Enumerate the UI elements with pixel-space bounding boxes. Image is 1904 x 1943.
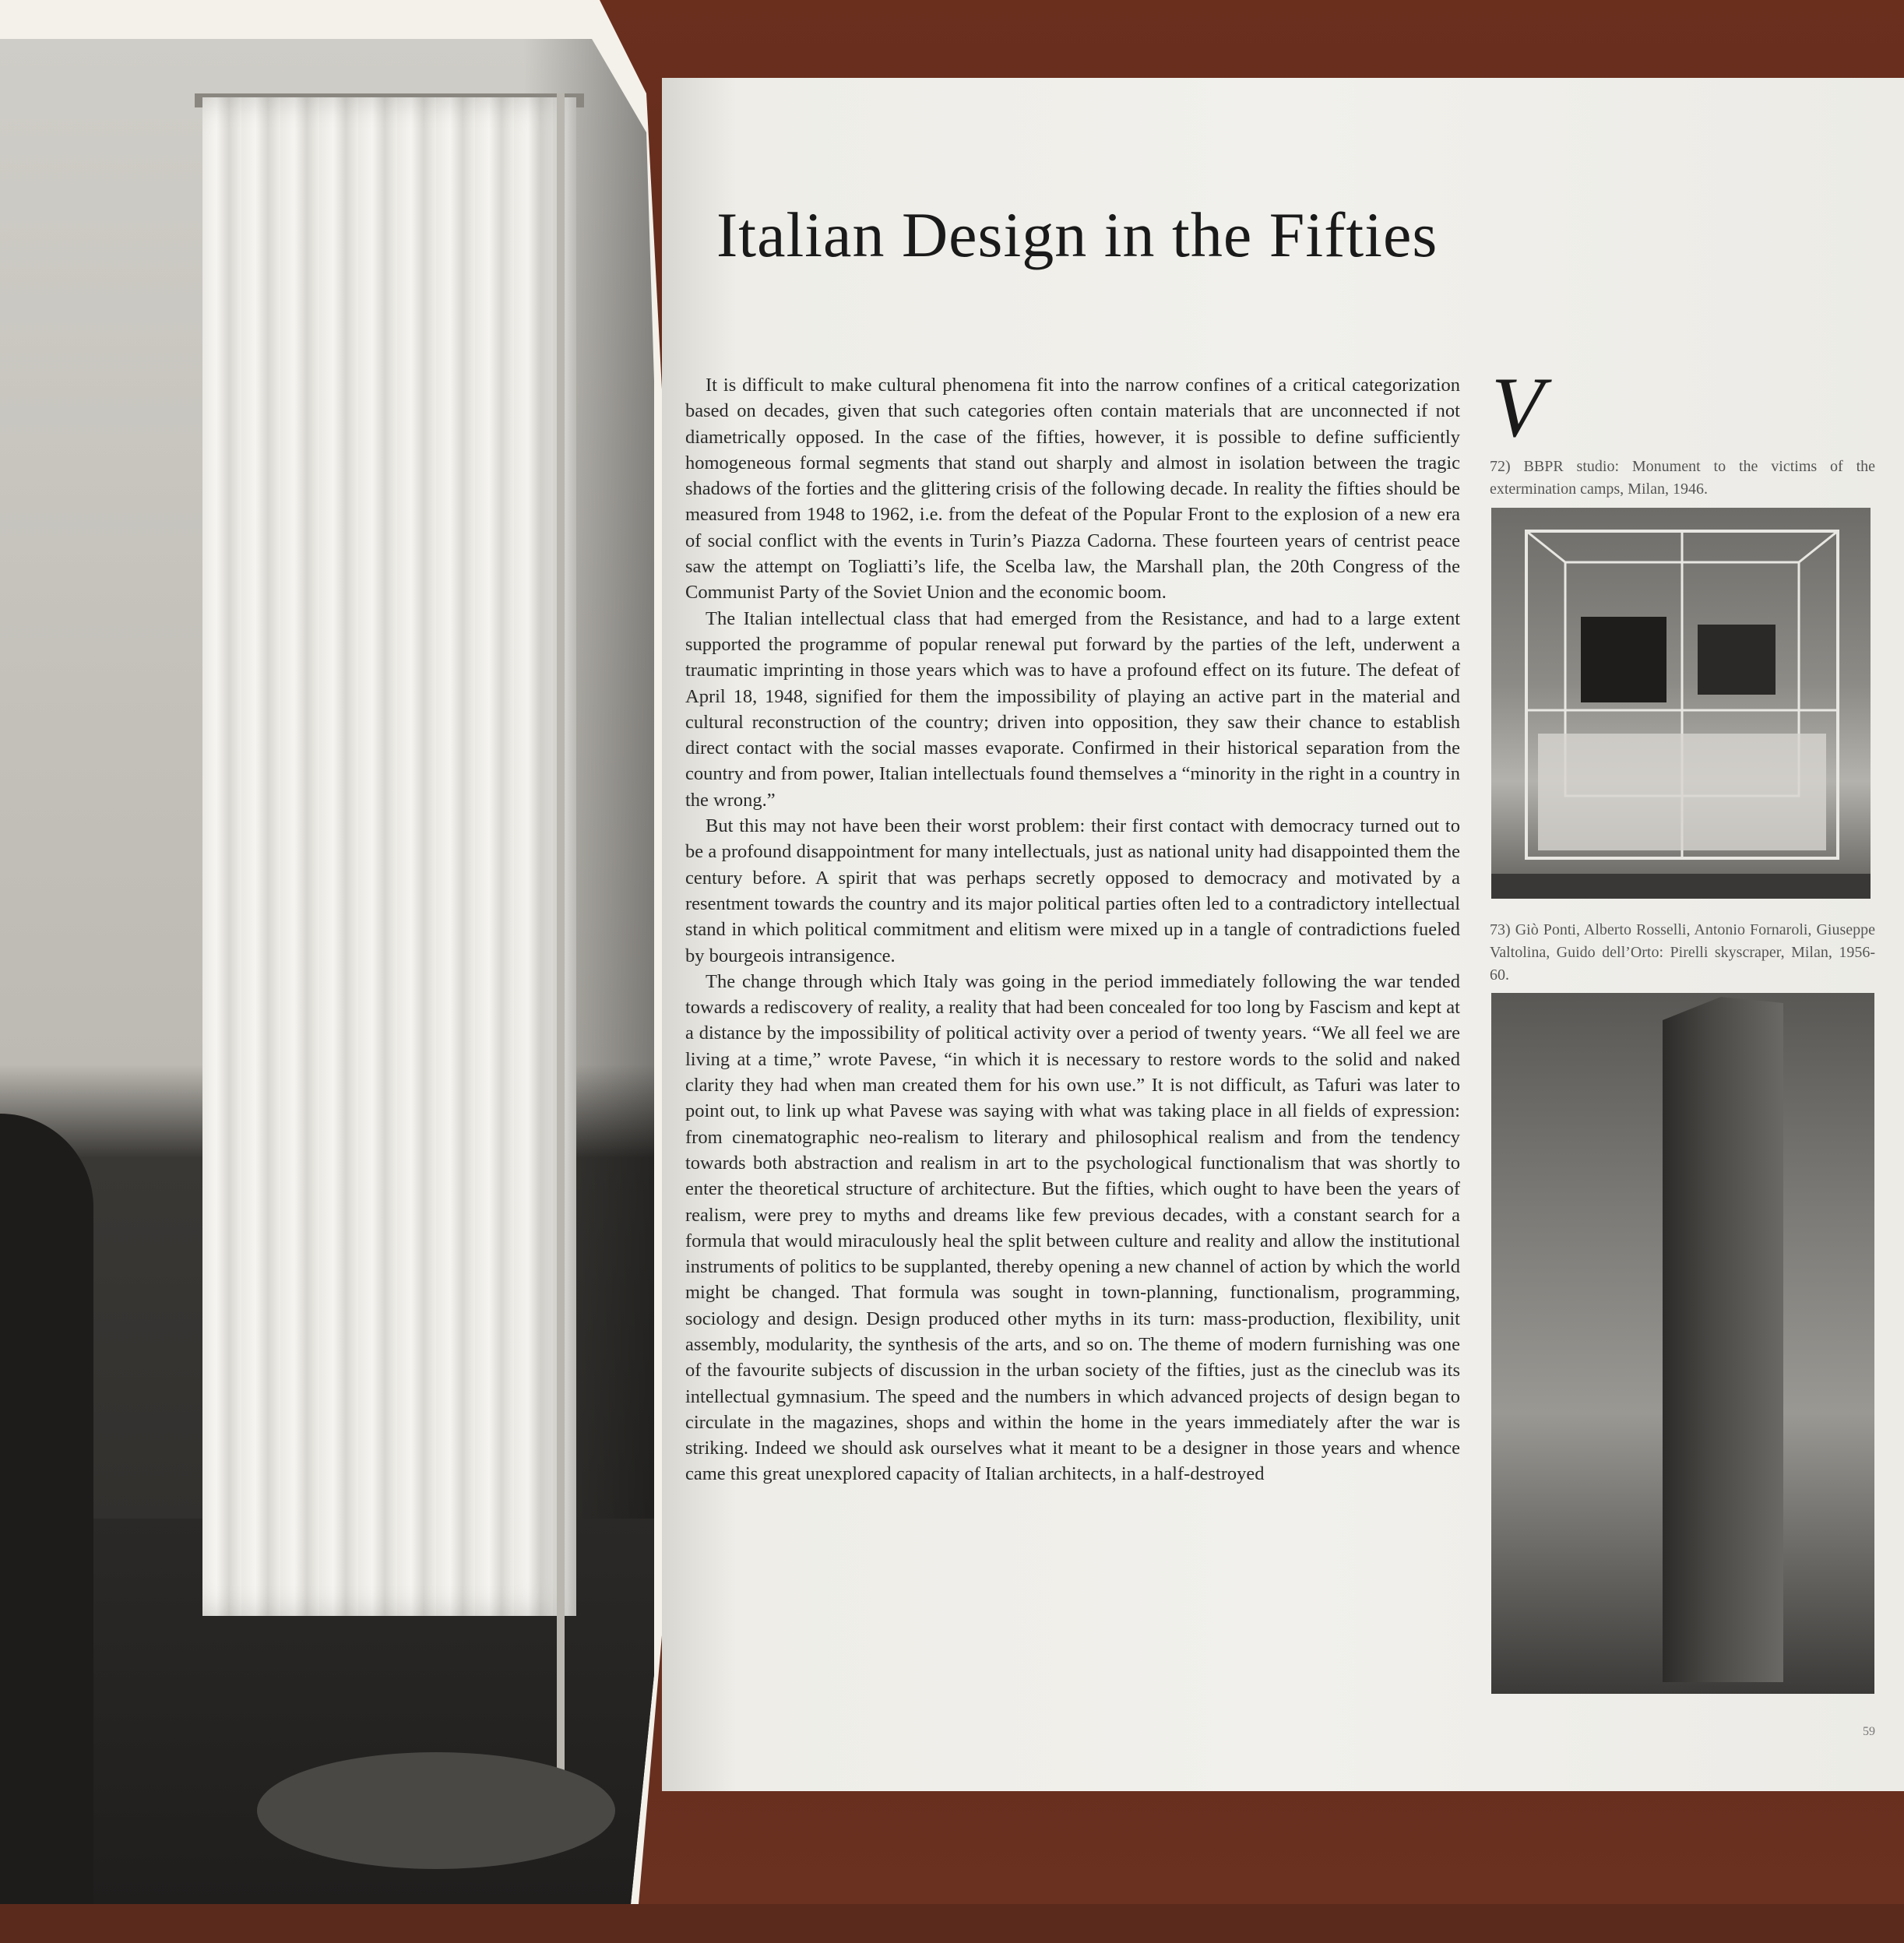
chapter-number: V: [1491, 360, 1544, 455]
figure-caption-72: 72) BBPR studio: Monument to the victims of the extermination camps, Milan, 1946.: [1490, 458, 1875, 498]
paragraph: But this may not have been their worst problem: their first contact with democracy turned out to be a profound disappointment for many intellectuals, just as national unity had disappointed them the century before. A spirit that was perhaps secretly opposed to democracy and motivated by a resentment towards the country and its major political parties often led to a contradictory intellectual stand in which political commitment and elitism were mixed up in a tangle of contradictions fueled by bourgeois intransigence.: [685, 815, 1460, 966]
page-title: Italian Design in the Fifties: [716, 199, 1438, 270]
photo-round-base: [257, 1752, 615, 1869]
monument-frame-drawing: [1491, 508, 1871, 899]
photo-curtain: [202, 97, 576, 1616]
skyscraper-tower: [1663, 997, 1783, 1682]
paragraph: The change through which Italy was going in the period immediately following the war tended towards a rediscovery of reality, a reality that had been concealed for too long by Fascism and kept at a distance by the impossibility of political activity over a period of twenty years. “We all feel we are living at a time,” wrote Pavese, “in which it is necessary to restore words to the solid and naked clarity they had when man created them for his own use.” It is not difficult, as Tafuri was later to point out, to link up what Pavese was saying with what was taking place in all fields of expression: from cinematographic neo-realism to literary and philosophical realism and from the tendency towards both abstraction and realism in art to the psychological functionalism that was shortly to enter the theoretical structure of architecture. But the fifties, which ought to have been the years of realism, were prey to myths and dreams like few previous decades, with a constant search for a formula that would miraculously heal the split between culture and reality and allow the institutional instruments of politics to be supplanted, thereby opening a new channel of action by which the world might be changed. That formula was sought in town-planning, functionalism, programming, sociology and design. Design produced other myths in its turn: mass-production, flexibility, unit assembly, modularity, the synthesis of the arts, and so on. The theme of modern furnishing was one of the favourite subjects of discussion in the urban society of the fifties, just as the cineclub was its intellectual gymnasium. The speed and the numbers in which advanced projects of design began to circulate in the magazines, shops and within the home in the years immediately after the war is striking. Indeed we should ask ourselves what it meant to be a designer in those years and whence came this great unexplored capacity of Italian architects, in a half-destroyed: [685, 970, 1460, 1485]
photo-pole: [557, 93, 565, 1807]
figure-monument-photo: [1491, 508, 1871, 899]
body-text: [685, 372, 1460, 1712]
page-number: 59: [1863, 1725, 1875, 1738]
paragraph: It is difficult to make cultural phenomena fit into the narrow confines of a critical categorization based on decades, given that such categories often contain materials that are unconnected if not diametrically opposed. In the case of the fifties, however, it is possible to define sufficiently homogeneous formal segments that stand out sharply and almost in isolation between the tragic shadows of the forties and the glittering crisis of the following decade. In reality the fifties should be measured from 1948 to 1962, i.e. from the defeat of the Popular Front to the explosion of a new era of social conflict with the events in Turin’s Piazza Cadorna. These fourteen years of centrist peace saw the attempt on Togliatti’s life, the Scelba law, the Marshall plan, the 20th Congress of the Communist Party of the Soviet Union and the economic boom.: [685, 375, 1460, 604]
paragraph: The Italian intellectual class that had emerged from the Resistance, and had to a large extent supported the programme of popular renewal put forward by the parties of the left, underwent a traumatic imprinting in those years which was to have a profound effect on its future. The defeat of April 18, 1948, signified for them the impossibility of playing an active part in the material and cultural reconstruction of the country; driven into opposition, they saw their chance to establish direct contact with the social masses evaporate. Confirmed in their historical separation from the country and from power, Italian intellectuals found themselves a “minority in the right in a country in the wrong.”: [685, 607, 1460, 811]
figure-caption-73: 73) Giò Ponti, Alberto Rosselli, Antonio Fornaroli, Giuseppe Valtolina, Guido dell’Orto: Pirelli skyscraper, Milan, 1956-60.: [1490, 921, 1875, 984]
photo-chair-shape: [0, 1114, 93, 1943]
curtain-photo: [0, 39, 654, 1904]
